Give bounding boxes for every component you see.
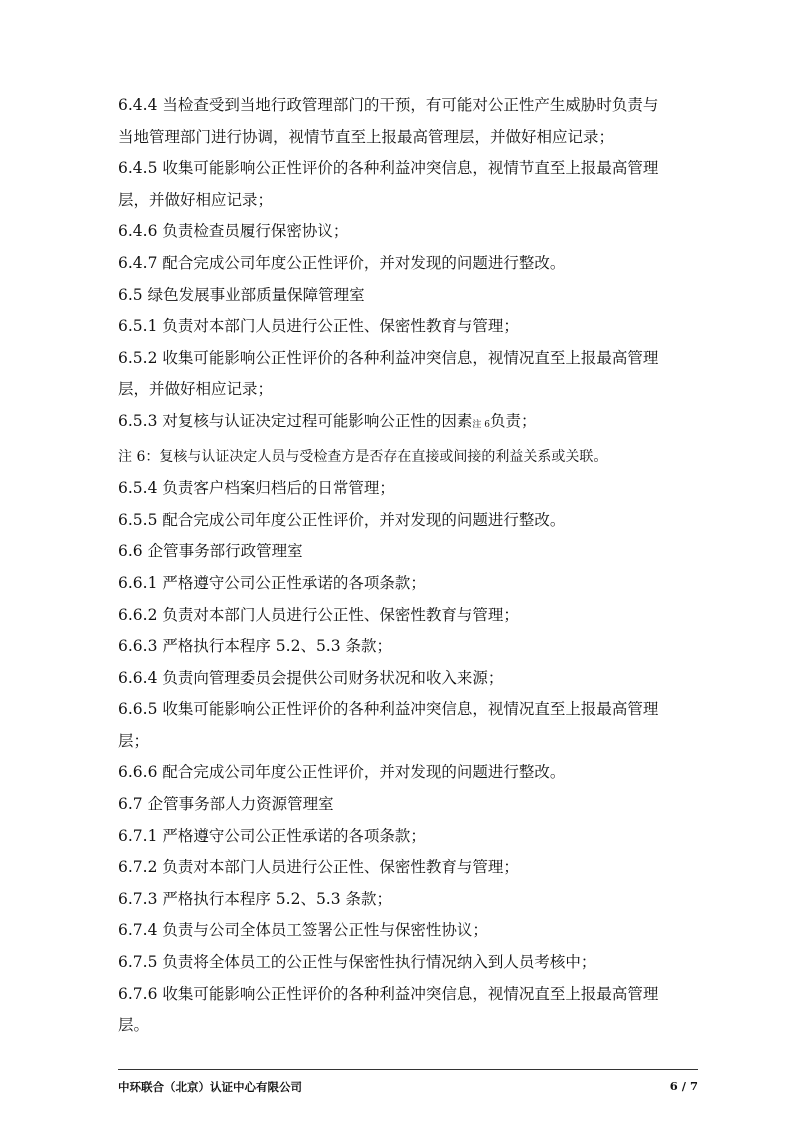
text-line — [118, 122, 698, 154]
line-text: 层； — [118, 731, 150, 750]
line-text: 当地管理部门进行协调，视情节直至上报最高管理层，并做好相应记录； — [118, 127, 615, 146]
text-line — [118, 1010, 698, 1042]
line-text: 层，并做好相应记录； — [118, 190, 274, 209]
line-text: 6.4.5 收集可能影响公正性评价的各种利益冲突信息，视情节直至上报最高管理 — [118, 159, 659, 178]
line-text: 6.6.6 配合完成公司年度公正性评价，并对发现的问题进行整改。 — [118, 763, 566, 782]
text-line — [118, 915, 698, 947]
text-line — [118, 248, 698, 280]
text-line — [118, 311, 698, 343]
line-text: 6.4.7 配合完成公司年度公正性评价，并对发现的问题进行整改。 — [118, 253, 566, 272]
text-line — [118, 374, 698, 406]
line-text: 6.5.3 对复核与认证决定过程可能影响公正性的因素 — [118, 411, 473, 430]
text-line — [118, 473, 698, 505]
line-text-after-reference: 负责； — [489, 411, 537, 430]
text-line — [118, 343, 698, 375]
text-line — [118, 694, 698, 726]
line-text: 6.6.3 严格执行本程序 5.2、5.3 条款； — [118, 637, 393, 656]
footer-company-name: 中环联合（北京）认证中心有限公司 — [118, 1080, 302, 1094]
text-line — [118, 979, 698, 1011]
line-text: 6.7.3 严格执行本程序 5.2、5.3 条款； — [118, 889, 393, 908]
text-line — [118, 726, 698, 758]
page-footer — [118, 1069, 698, 1092]
line-text: 6.5.5 配合完成公司年度公正性评价，并对发现的问题进行整改。 — [118, 510, 566, 529]
footnote-reference: 注 6 — [472, 419, 490, 430]
text-line — [118, 789, 698, 821]
line-text: 6.6 企管事务部行政管理室 — [118, 542, 303, 561]
line-text: 6.5.1 负责对本部门人员进行公正性、保密性教育与管理； — [118, 317, 519, 336]
text-line — [118, 852, 698, 884]
text-line — [118, 600, 698, 632]
footnote-line — [118, 442, 698, 474]
text-line — [118, 568, 698, 600]
line-text: 6.6.2 负责对本部门人员进行公正性、保密性教育与管理； — [118, 605, 519, 624]
text-line — [118, 536, 698, 568]
line-text: 6.6.4 负责向管理委员会提供公司财务状况和收入来源； — [118, 668, 504, 687]
text-line — [118, 884, 698, 916]
line-text: 6.5.2 收集可能影响公正性评价的各种利益冲突信息，视情况直至上报最高管理 — [118, 348, 659, 367]
text-line — [118, 631, 698, 663]
line-text: 6.5.4 负责客户档案归档后的日常管理； — [118, 479, 395, 498]
text-line — [118, 280, 698, 312]
text-line — [118, 505, 698, 537]
line-text: 注 6：复核与认证决定人员与受检查方是否存在直接或间接的利益关系或关联。 — [118, 448, 608, 465]
line-text: 6.7.5 负责将全体员工的公正性与保密性执行情况纳入到人员考核中； — [118, 953, 597, 972]
text-line — [118, 757, 698, 789]
text-line — [118, 216, 698, 248]
line-text: 6.6.5 收集可能影响公正性评价的各种利益冲突信息，视情况直至上报最高管理 — [118, 700, 659, 719]
line-text: 6.7.2 负责对本部门人员进行公正性、保密性教育与管理； — [118, 858, 519, 877]
document-body — [118, 90, 698, 1042]
line-text: 6.5 绿色发展事业部质量保障管理室 — [118, 285, 365, 304]
line-text: 6.7 企管事务部人力资源管理室 — [118, 795, 334, 814]
text-line — [118, 153, 698, 185]
line-text: 6.7.6 收集可能影响公正性评价的各种利益冲突信息，视情况直至上报最高管理 — [118, 984, 659, 1003]
line-text: 6.7.4 负责与公司全体员工签署公正性与保密性协议； — [118, 921, 488, 940]
line-text: 6.4.4 当检查受到当地行政管理部门的干预，有可能对公正性产生威胁时负责与 — [118, 96, 659, 114]
line-text: 6.4.6 负责检查员履行保密协议； — [118, 222, 349, 241]
line-text: 6.6.1 严格遵守公司公正性承诺的各项条款； — [118, 573, 426, 592]
line-text: 层，并做好相应记录； — [118, 380, 274, 399]
line-text: 6.7.1 严格遵守公司公正性承诺的各项条款； — [118, 826, 426, 845]
text-line — [118, 406, 698, 442]
text-line — [118, 90, 698, 122]
text-line — [118, 663, 698, 695]
line-text: 层。 — [118, 1016, 150, 1035]
text-line — [118, 947, 698, 979]
text-line — [118, 185, 698, 217]
footer-page-number: 6 / 7 — [669, 1079, 698, 1093]
text-line — [118, 821, 698, 853]
